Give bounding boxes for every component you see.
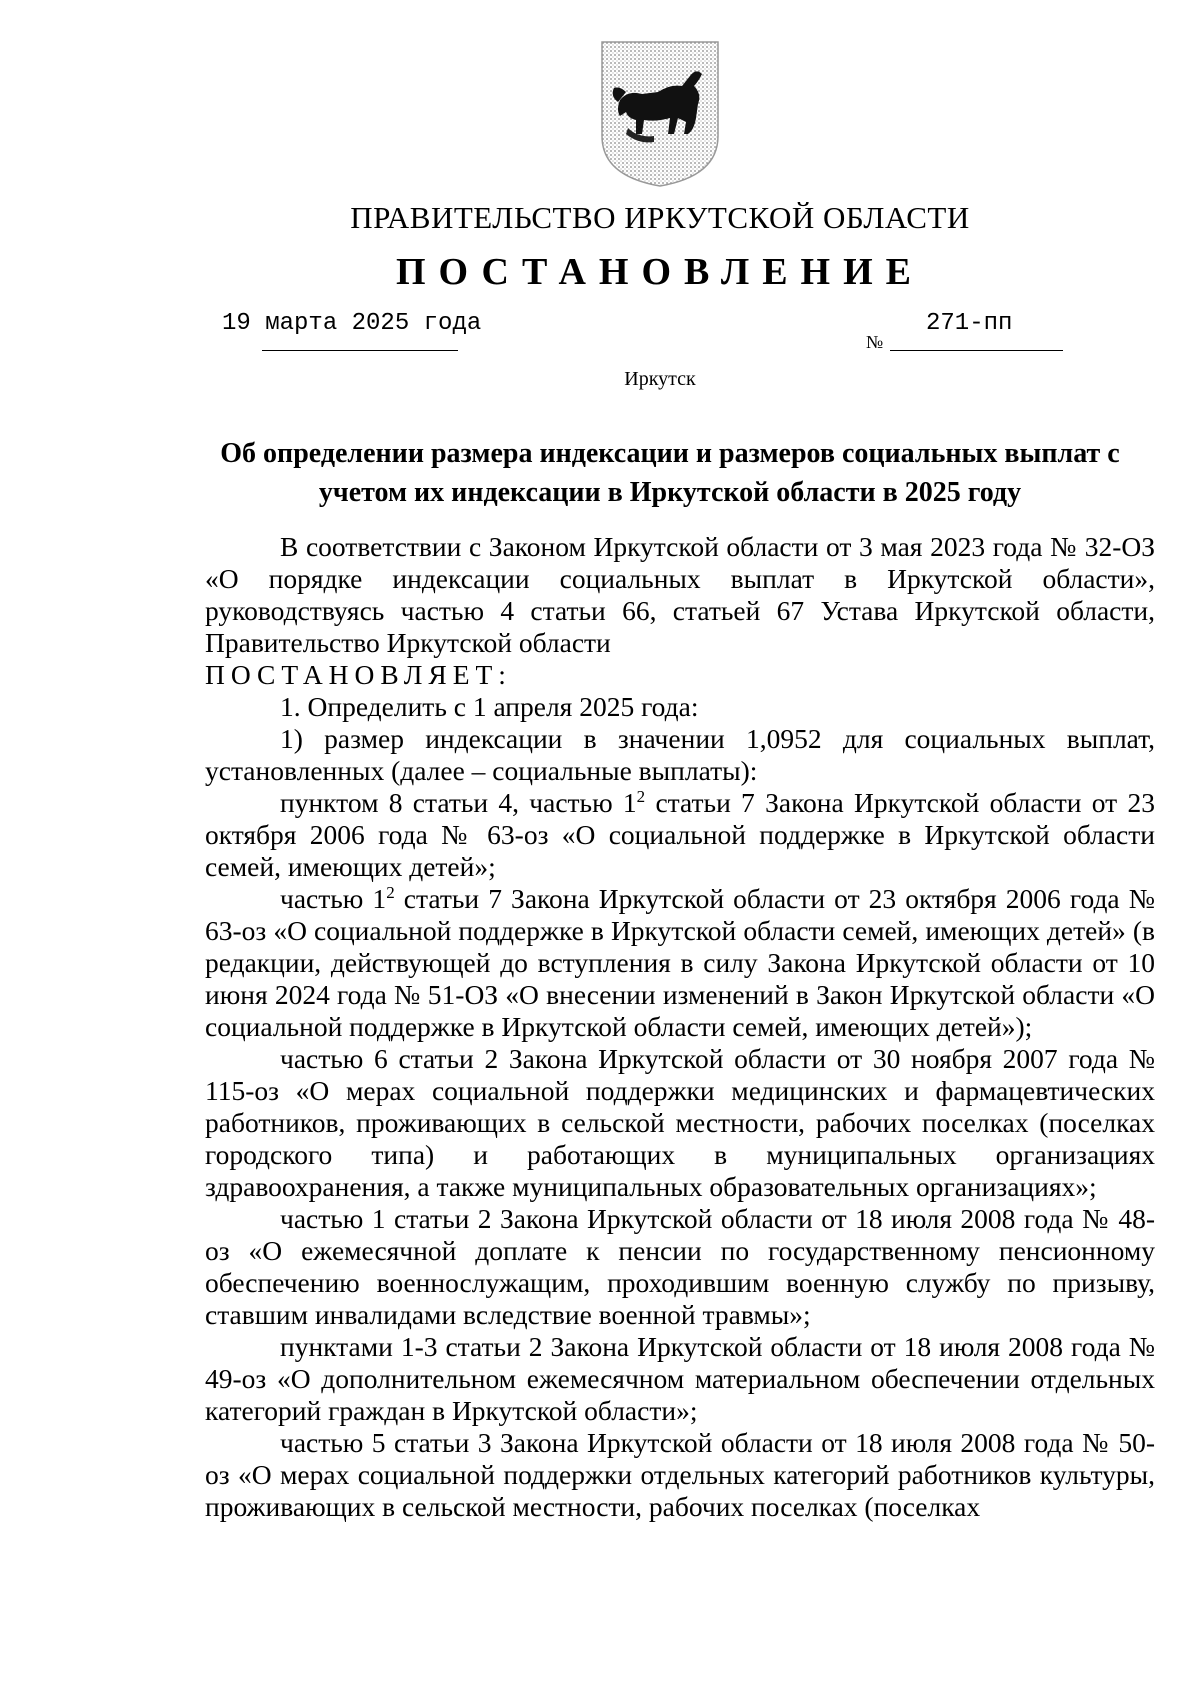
- government-title: ПРАВИТЕЛЬСТВО ИРКУТСКОЙ ОБЛАСТИ: [350, 200, 970, 235]
- superscript: 2: [386, 882, 395, 902]
- document-type-heading: ПОСТАНОВЛЕНИЕ: [395, 251, 925, 293]
- preamble-paragraph: В соответствии с Законом Иркутской области от 3 мая 2023 года № 32-ОЗ «О порядке индексации социальных выплат в Иркутской области», руководствуясь частью 4 статьи 66, статьей 67 Устава Иркутской области, Правительство Иркутской области: [205, 531, 1155, 658]
- law-reference-text: статьи 7 Закона Иркутской области от 23 октября 2006 года № 63-оз «О социальной поддержке в Иркутской области семей, имеющих детей» (в редакции, действующей до вступления в силу Закона Иркутской области от 10 июня 2024 года № 51-ОЗ «О внесении изменений в Закон Иркутской области «О социальной поддержке в Иркутской области семей, имеющих детей»);: [205, 883, 1155, 1042]
- number-sign: №: [866, 332, 884, 352]
- document-body: [205, 531, 1155, 1523]
- document-date: 19 марта 2025 года: [222, 310, 482, 337]
- item-1: 1. Определить с 1 апреля 2025 года:: [280, 691, 699, 722]
- law-reference-paragraph: [205, 787, 1155, 883]
- city-name: Иркутск: [624, 368, 696, 390]
- law-reference-paragraph: частью 1 статьи 2 Закона Иркутской области от 18 июля 2008 года № 48-оз «О ежемесячной доплате к пенсии по государственному пенсионному обеспечению военнослужащим, проходившим военную службу по призыву, ставшим инвалидами вследствие военной травмы»;: [205, 1203, 1155, 1330]
- document-subject-title: Об определении размера индексации и размеров социальных выплат с учетом их индексации в Иркутской области в 2025 году: [220, 438, 1120, 508]
- irkutsk-coat-of-arms-icon: [598, 38, 722, 188]
- number-underline: [890, 350, 1063, 351]
- date-underline: [262, 350, 458, 351]
- document-number: 271-пп: [926, 310, 1013, 337]
- law-reference-text: частью 1: [280, 883, 387, 914]
- item-1-subitem-1: 1) размер индексации в значении 1,0952 для социальных выплат, установленных (далее – социальные выплаты):: [205, 723, 1155, 786]
- law-reference-text: статьи 7 Закона Иркутской области от 23 октября 2006 года № 63-оз «О социальной поддержке в Иркутской области семей, имеющих детей»;: [205, 787, 1155, 882]
- law-reference-paragraph: частью 6 статьи 2 Закона Иркутской области от 30 ноября 2007 года № 115-оз «О мерах социальной поддержки медицинских и фармацевтических работников, проживающих в сельской местности, рабочих поселках (поселках городского типа) и работающих в муниципальных организациях здравоохранения, а также муниципальных образовательных организациях»;: [205, 1043, 1155, 1202]
- resolves-word: ПОСТАНОВЛЯЕТ:: [205, 659, 512, 690]
- superscript: 2: [636, 786, 646, 806]
- law-reference-paragraph: частью 5 статьи 3 Закона Иркутской области от 18 июля 2008 года № 50-оз «О мерах социальной поддержки отдельных категорий работников культуры, проживающих в сельской местности, рабочих поселках (поселках: [205, 1427, 1155, 1522]
- law-reference-text: пунктом 8 статьи 4, частью 1: [280, 787, 637, 818]
- law-reference-paragraph: пунктами 1-3 статьи 2 Закона Иркутской области от 18 июля 2008 года № 49-оз «О дополнительном ежемесячном материальном обеспечении отдельных категорий граждан в Иркутской области»;: [205, 1331, 1155, 1426]
- law-reference-paragraph: [205, 883, 1155, 1043]
